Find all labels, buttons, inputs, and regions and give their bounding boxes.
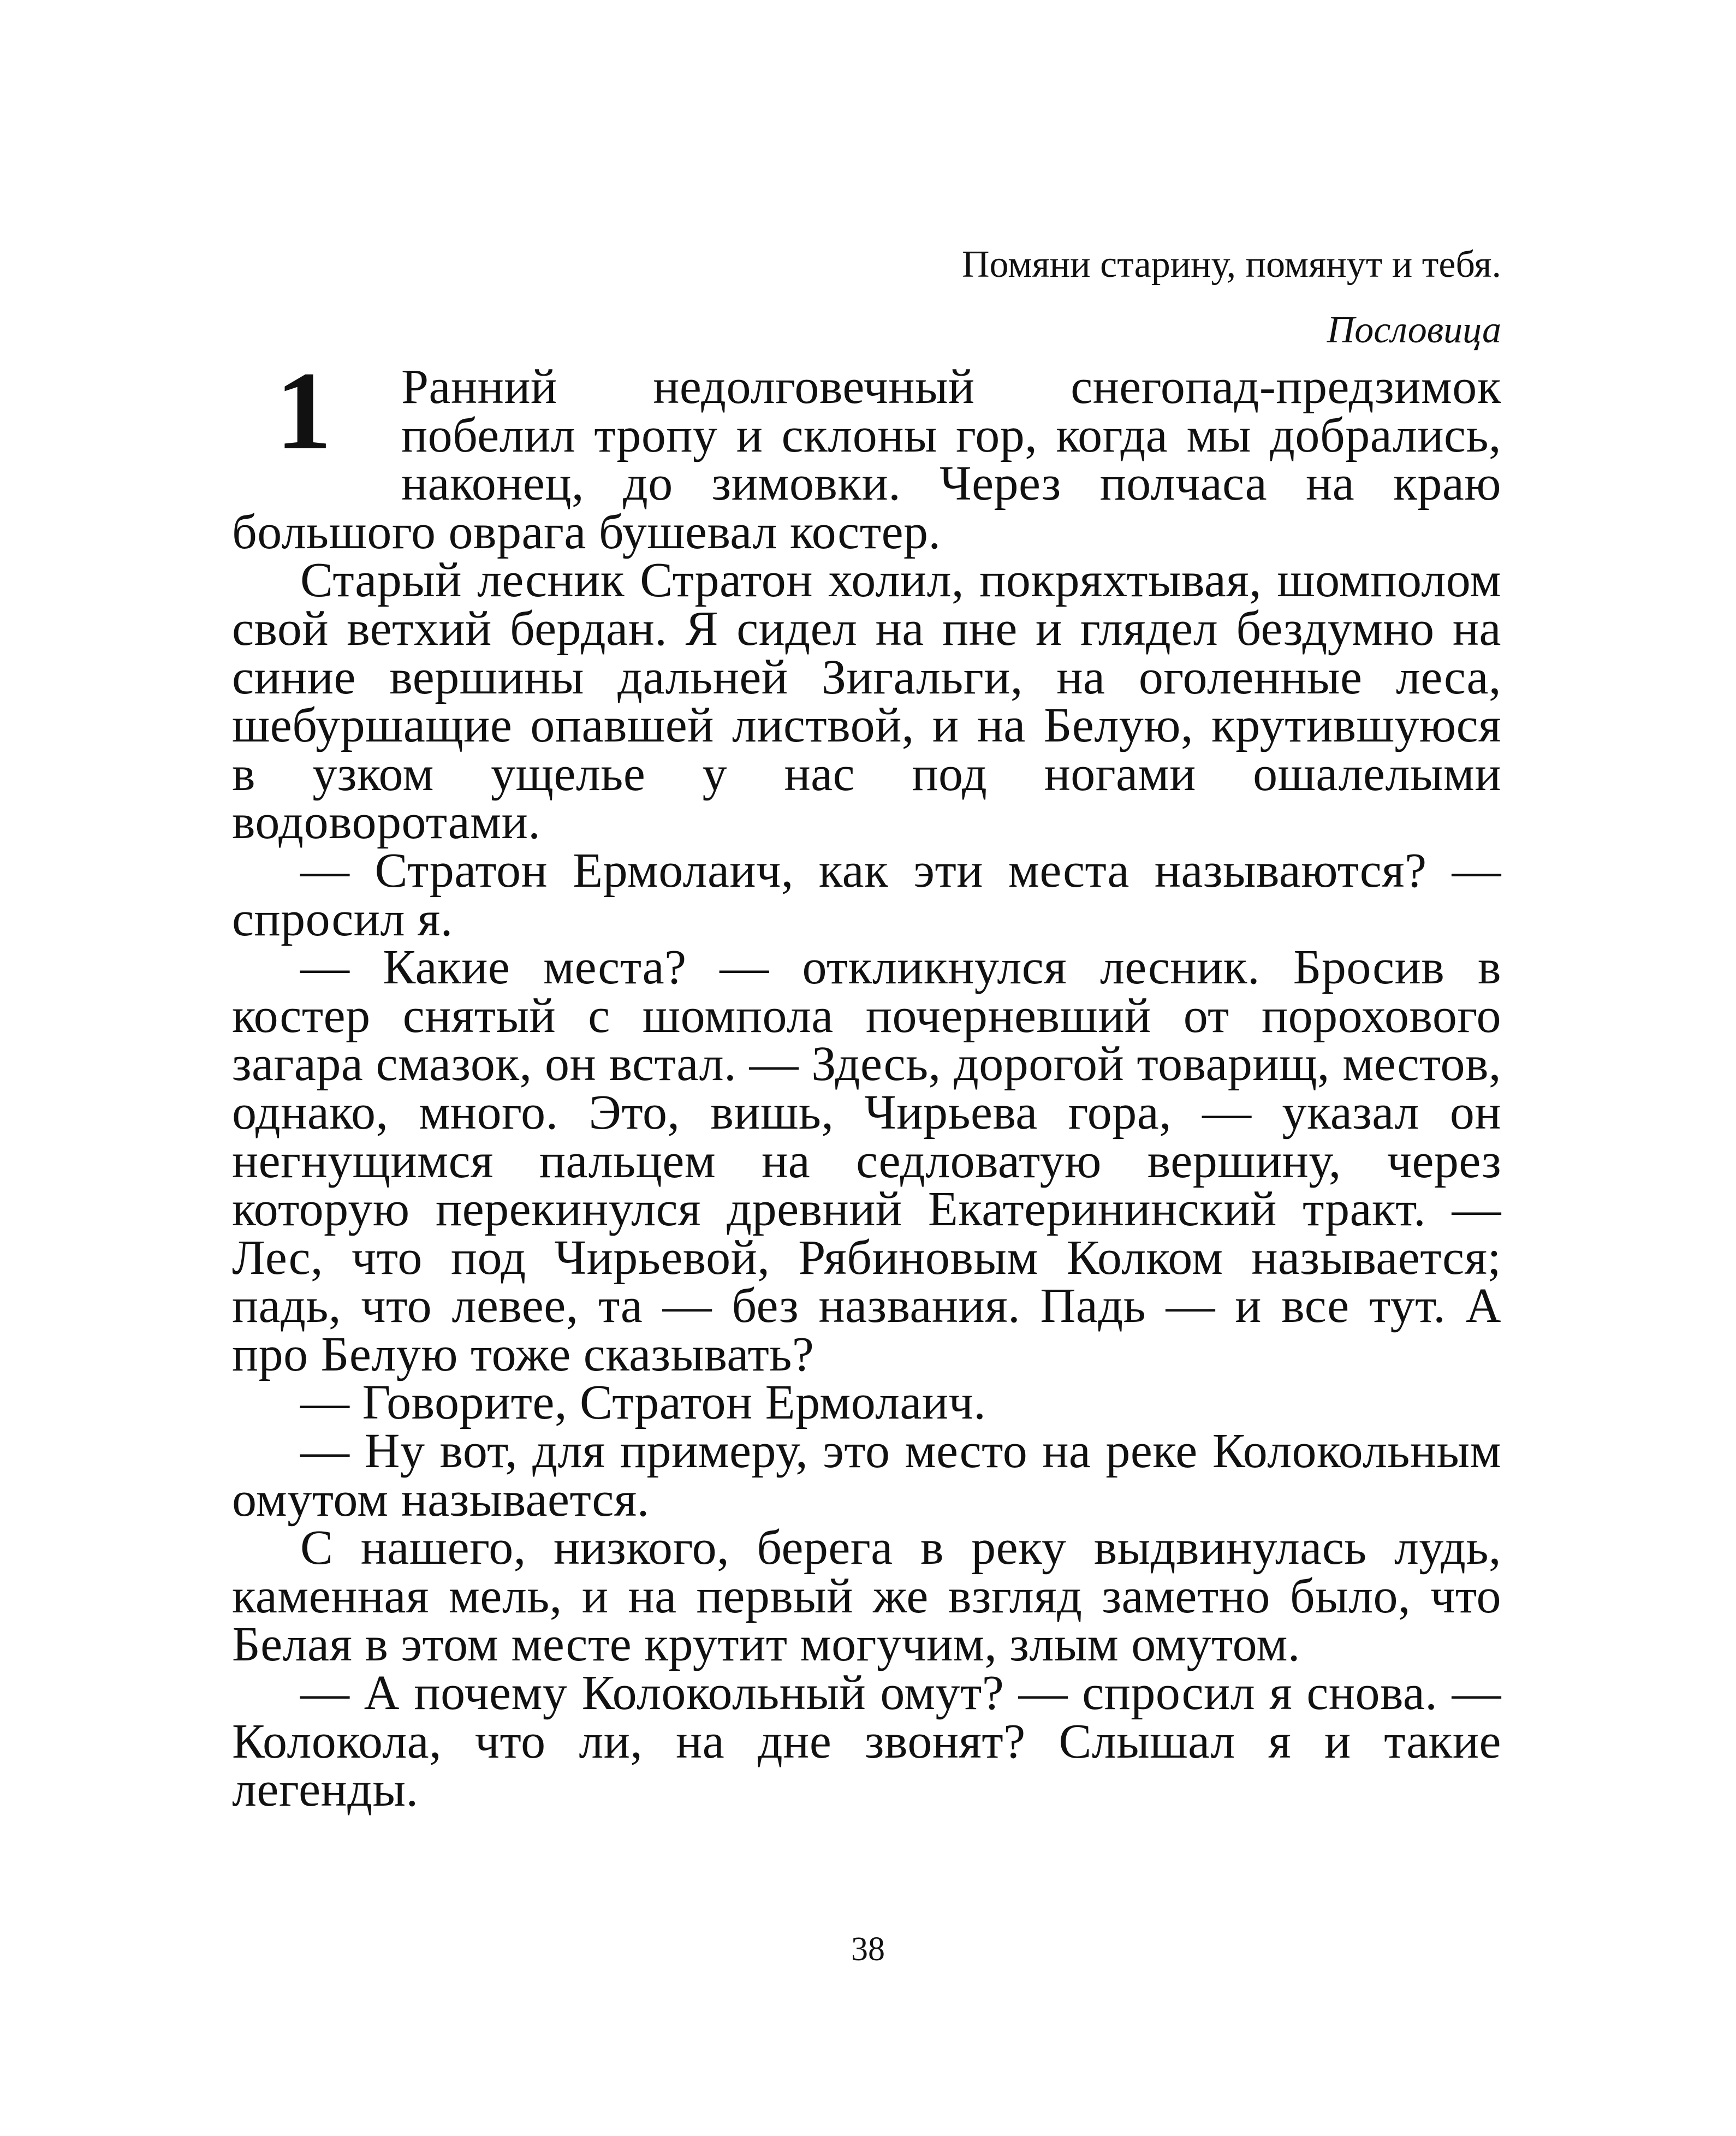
- paragraph: Старый лесник Стратон холил, покряхтывая, шомполом свой ветхий бердан. Я сидел на пне и глядел бездумно на синие вершины дальней Зигальги, на оголенные леса, шебуршащие опавшей листвой, и на Белую, крутившуюся в узком ущелье у нас под ногами ошалелыми водоворотами.: [232, 553, 1501, 850]
- paragraph: С нашего, низкого, берега в реку выдвинулась лудь, каменная мель, и на первый же взгляд заметно было, что Белая в этом месте крутит могучим, злым омутом.: [232, 1521, 1501, 1672]
- paragraph: — Какие места? — откликнулся лесник. Бросив в костер снятый с шомпола почерневший от порохового загара смазок, он встал. — Здесь, дорогой товарищ, местов, однако, много. Это, вишь, Чирьева гора, — указал он негнущимся пальцем на седловатую вершину, через которую перекинулся древний Екатерининский тракт. — Лес, что под Чирьевой, Рябиновым Колком называется; падь, что левее, та — без названия. Падь — и все тут. А про Белую тоже сказывать?: [232, 940, 1501, 1381]
- chapter-number: 1: [276, 349, 332, 473]
- epigraph-quote: Помяни старину, помянут и тебя.: [962, 244, 1501, 286]
- paragraph: — Говорите, Стратон Ермолаич.: [300, 1375, 986, 1430]
- paragraph: — Стратон Ермолаич, как эти места называются? — спросил я.: [232, 843, 1501, 946]
- epigraph: [519, 232, 1501, 363]
- page-number: 38: [851, 1931, 885, 1968]
- paragraph: Ранний недолговечный снегопад-предзимок побелил тропу и склоны гор, когда мы добрались, наконец, до зимовки. Через полчаса на краю большого оврага бушевал костер.: [232, 360, 1501, 559]
- body-text: [232, 349, 1501, 1817]
- epigraph-source: Пословица: [1327, 309, 1501, 351]
- paragraph: — А почему Колокольный омут? — спросил я снова. — Колокола, что ли, на дне звонят? Слышал я и такие легенды.: [232, 1666, 1501, 1817]
- paragraph: — Ну вот, для примеру, это место на реке Колокольным омутом называется.: [232, 1424, 1501, 1527]
